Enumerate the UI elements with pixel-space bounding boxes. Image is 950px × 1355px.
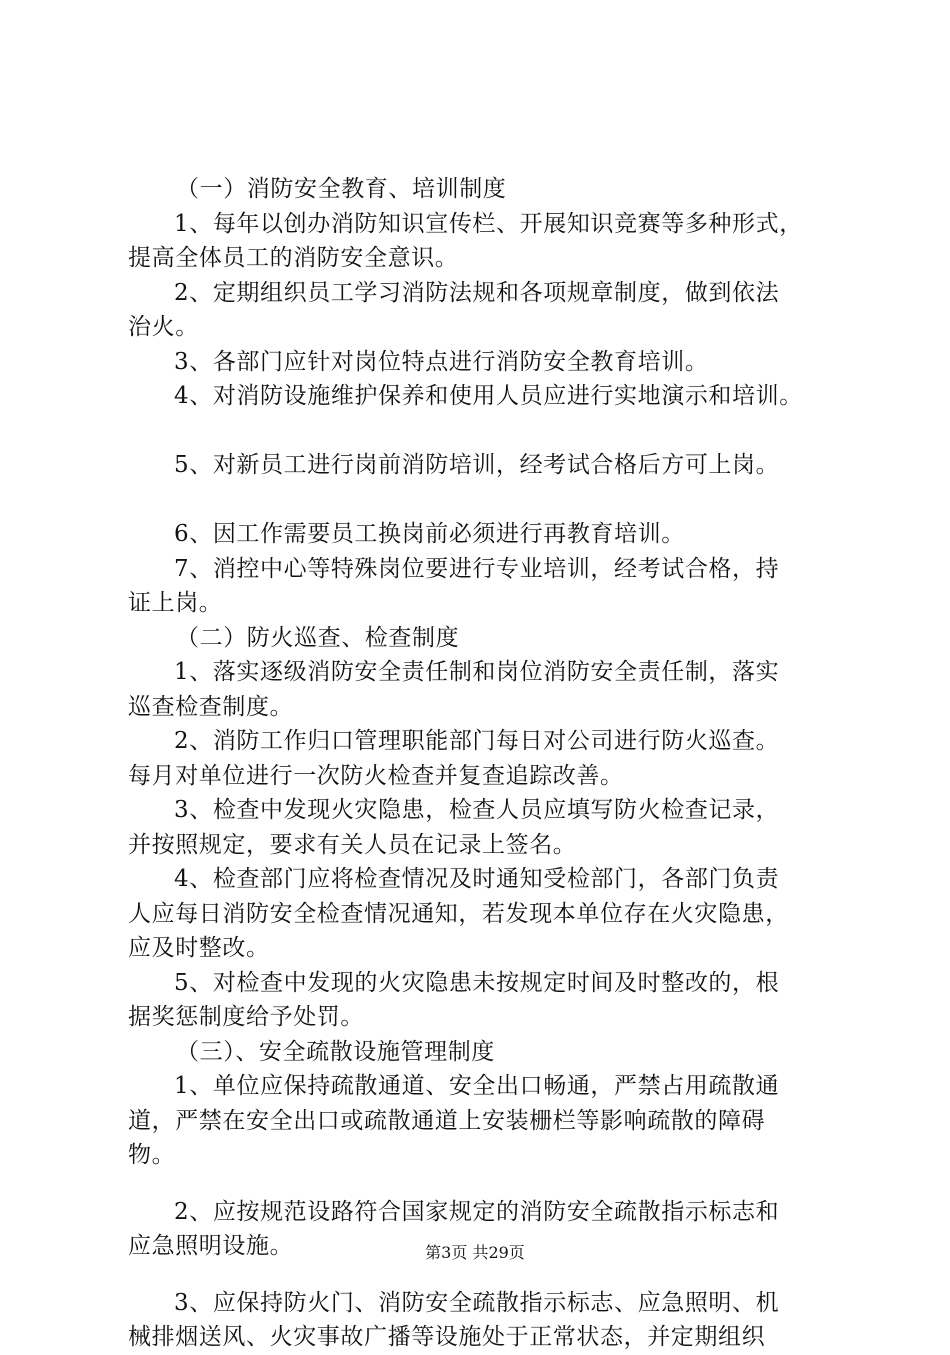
blank-line [128, 1173, 848, 1195]
text-line: 5、对检查中发现的火灾隐患未按规定时间及时整改的，根 [174, 969, 780, 996]
text-line: 2、定期组织员工学习消防法规和各项规章制度，做到依法 [174, 279, 780, 306]
text-line: 3、应保持防火门、消防安全疏散指示标志、应急照明、机 [174, 1289, 780, 1316]
section-heading: （三）、安全疏散设施管理制度 [176, 1038, 495, 1065]
blank-line [128, 1264, 848, 1286]
text-line: 应及时整改。 [128, 935, 270, 961]
text-line: 据奖惩制度给予处罚。 [128, 1004, 364, 1030]
text-line: 3、各部门应针对岗位特点进行消防安全教育培训。 [174, 348, 709, 375]
text-line: 物。 [128, 1142, 176, 1168]
text-line: 4、对消防设施维护保养和使用人员应进行实地演示和培训。 [174, 383, 803, 409]
text-line: 提高全体员工的消防安全意识。 [128, 245, 459, 271]
text-line: 2、消防工作归口管理职能部门每日对公司进行防火巡查。 [174, 728, 780, 754]
page-footer: 第3页 共29页 [425, 1243, 525, 1262]
text-line: 巡查检查制度。 [128, 693, 294, 720]
text-line: 5、对新员工进行岗前消防培训，经考试合格后方可上岗。 [174, 452, 780, 478]
text-line: 3、检查中发现火灾隐患，检查人员应填写防火检查记录， [174, 797, 780, 823]
text-line: 道，严禁在安全出口或疏散通道上安装栅栏等影响疏散的障碍 [128, 1107, 766, 1134]
text-line: 2、应按规范设路符合国家规定的消防安全疏散指示标志和 [174, 1198, 780, 1225]
text-line: 7、消控中心等特殊岗位要进行专业培训，经考试合格，持 [174, 555, 780, 582]
text-line: 并按照规定，要求有关人员在记录上签名。 [128, 831, 577, 858]
section-heading: （二）防火巡查、检查制度 [176, 624, 460, 651]
text-line: 应急照明设施。 [128, 1233, 294, 1259]
text-line: 人应每日消防安全检查情况通知，若发现本单位存在火灾隐患， [128, 900, 789, 927]
section-heading: （一）消防安全教育、培训制度 [176, 176, 507, 202]
text-line: 4、检查部门应将检查情况及时通知受检部门，各部门负责 [174, 866, 780, 892]
document-body [128, 172, 848, 1355]
text-line: 1、落实逐级消防安全责任制和岗位消防安全责任制，落实 [174, 659, 780, 685]
text-line: 1、每年以创办消防知识宣传栏、开展知识竞赛等多种形式， [174, 210, 803, 237]
text-line: 械排烟送风、火灾事故广播等设施处于正常状态，并定期组织 [128, 1324, 766, 1350]
blank-line [128, 414, 848, 449]
text-line: 1、单位应保持疏散通道、安全出口畅通，严禁占用疏散通 [174, 1073, 780, 1099]
text-line: 每月对单位进行一次防火检查并复查追踪改善。 [128, 762, 624, 789]
blank-line [128, 483, 848, 518]
text-line: 证上岗。 [128, 590, 223, 616]
text-line: 6、因工作需要员工换岗前必须进行再教育培训。 [174, 521, 685, 547]
text-line: 治火。 [128, 314, 199, 340]
